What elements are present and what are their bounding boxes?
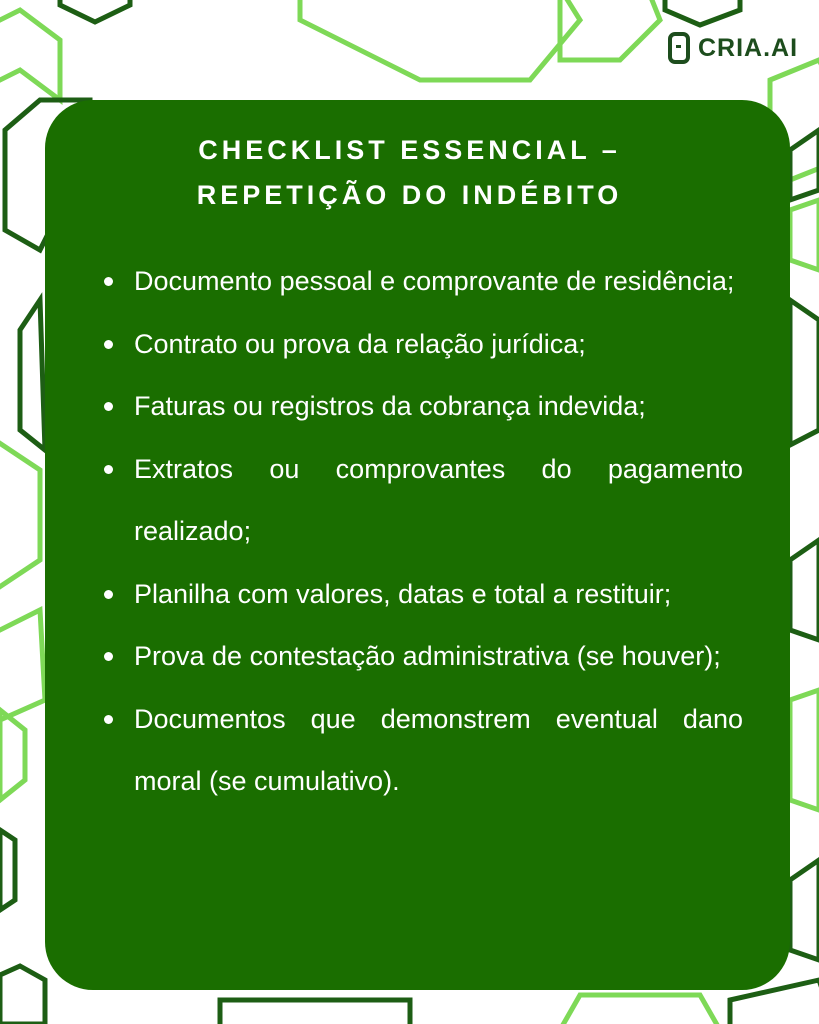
hexagon-decoration: [0, 610, 45, 720]
title-line-1: CHECKLIST ESSENCIAL –: [198, 135, 621, 165]
hexagon-decoration: [790, 690, 819, 810]
hexagon-decoration: [560, 995, 720, 1024]
list-item: Prova de contestação administrativa (se houver);: [104, 625, 743, 688]
list-item: Documento pessoal e comprovante de residência;: [104, 250, 743, 313]
brand-logo: [668, 32, 798, 64]
logo-icon: [668, 32, 690, 64]
title-line-2: REPETIÇÃO DO INDÉBITO: [196, 180, 623, 210]
list-item: Extratos ou comprovantes do pagamento realizado;: [104, 438, 743, 563]
brand-name: CRIA.AI: [698, 33, 799, 62]
hexagon-decoration: [300, 0, 580, 80]
hexagon-decoration: [665, 0, 740, 25]
hexagon-decoration: [0, 830, 15, 910]
list-item: Contrato ou prova da relação jurídica;: [104, 313, 743, 376]
hexagon-decoration: [0, 710, 25, 800]
hexagon-decoration: [0, 430, 40, 600]
hexagon-decoration: [20, 300, 45, 450]
list-item: Planilha com valores, datas e total a restituir;: [104, 563, 743, 626]
page-title: [0, 128, 819, 218]
hexagon-decoration: [790, 860, 819, 960]
list-item: Documentos que demonstrem eventual dano moral (se cumulativo).: [104, 688, 743, 813]
hexagon-decoration: [0, 10, 60, 100]
checklist: [104, 250, 743, 813]
hexagon-decoration: [220, 1000, 410, 1024]
hexagon-decoration: [60, 0, 130, 22]
hexagon-decoration: [790, 540, 819, 640]
hexagon-decoration: [0, 966, 45, 1024]
list-item: Faturas ou registros da cobrança indevida;: [104, 375, 743, 438]
hexagon-decoration: [790, 300, 819, 445]
